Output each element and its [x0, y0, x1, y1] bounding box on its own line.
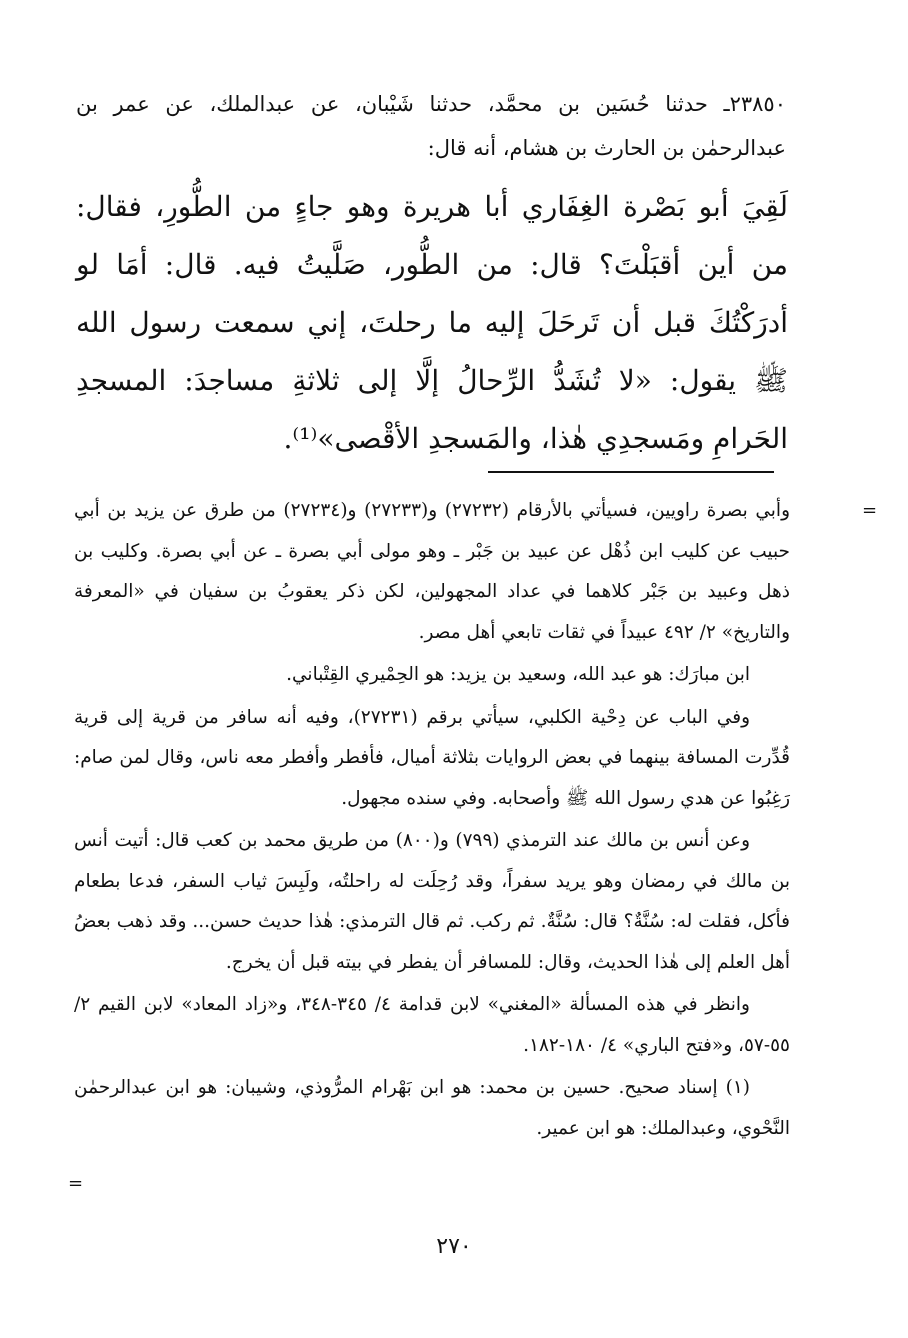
footnote-paragraph: وانظر في هذه المسألة «المغني» لابن قدامة ٤/ ٣٤٥-٣٤٨، و«زاد المعاد» لابن القيم ٢/ ٥٥-٥٧، و«فتح الباري» ٤/ ١٨٠-١٨٢. [74, 994, 790, 1056]
continuation-mark-top: = [862, 500, 878, 521]
footnote-paragraph: وفي الباب عن دِحْية الكلبي، سيأتي برقم (٢٧٢٣١)، وفيه أنه سافر من قرية إلى قرية قُدِّرت المسافة بينهما في بعض الروايات بثلاثة أميال، فأفطر وأفطر معه ناس، وقال لمن صام: رَغِبُوا عن هدي رسول الله ﷺ وأصحابه. وفي سنده مجهول. [74, 706, 790, 809]
footnotes-section [74, 491, 790, 1149]
footnote-paragraph: ابن مبارَك: هو عبد الله، وسعيد بن يزيد: هو الحِمْيري القِتْباني. [286, 664, 750, 685]
footnote-paragraph: وأبي بصرة راويين، فسيأتي بالأرقام (٢٧٢٣٢) و(٢٧٢٣٣) و(٢٧٢٣٤) من طرق عن يزيد بن أبي حبيب عن كليب ابن ذُهْل عن عبيد بن جَبْر ـ وهو مولى أبي بصرة ـ عن أبي بصرة. وكليب بن ذهل وعبيد بن جَبْر كلاهما في عداد المجهولين، لكن ذكر يعقوبُ بن سفيان في «المعرفة والتاريخ» ٢/ ٤٩٢ عبيداً في ثقات تابعي أهل مصر. [74, 500, 791, 643]
hadith-matn: لَقِيَ أبو بَصْرة الغِفَاري أبا هريرة وهو جاءٍ من الطُّورِ، فقال: من أين أقبَلْتَ؟ قال: من الطُّور، صَلَّيتُ فيه. قال: أمَا لو أدرَكْتُكَ قبل أن تَرحَلَ إليه ما رحلتَ، إني سمعت رسول الله ﷺ يقول: «لا تُشَدُّ الرِّحالُ إلَّا إلى ثلاثةِ مساجدَ: المسجدِ الحَرامِ ومَسجدِي هٰذا، والمَسجدِ الأقْصى»⁽¹⁾. [76, 190, 788, 455]
page-number: ٢٧٠ [436, 1234, 472, 1259]
footnote-separator [488, 471, 774, 473]
hadith-isnad: ٢٣٨٥٠ـ حدثنا حُسَين بن محمَّد، حدثنا شَيْبان، عن عبدالملك، عن عمر بن عبدالرحمٰن بن الحارث بن هشام، أنه قال: [76, 92, 786, 160]
footnote-1: (١) إسناد صحيح. حسين بن محمد: هو ابن بَهْرام المرُّوذي، وشيبان: هو ابن عبدالرحمٰن النَّحْوي، وعبدالملك: هو ابن عمير. [74, 1077, 790, 1139]
footnote-paragraph: وعن أنس بن مالك عند الترمذي (٧٩٩) و(٨٠٠) من طريق محمد بن كعب قال: أتيت أنس بن مالك في رمضان وهو يريد سفراً، وقد رُحِلَت له راحلتُه، ولَبِسَ ثياب السفر، فدعا بطعام فأكل، فقلت له: سُنَّةٌ؟ قال: سُنَّةٌ. ثم ركب. ثم قال الترمذي: هٰذا حديث حسن... وقد ذهب بعضُ أهل العلم إلى هٰذا الحديث، وقال: للمسافر أن يفطر في بيته قبل أن يخرج. [74, 830, 790, 973]
continuation-mark-bottom: = [68, 1173, 84, 1194]
